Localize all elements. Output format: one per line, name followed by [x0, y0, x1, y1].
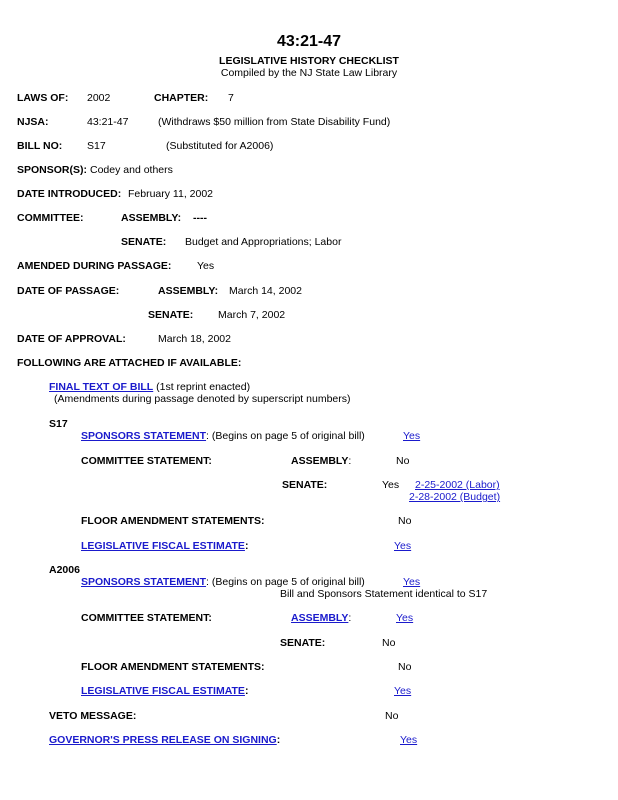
sponsors-label: SPONSOR(S): — [17, 164, 88, 176]
njsa-value: 43:21-47 — [87, 116, 129, 128]
passage-assembly-value: March 14, 2002 — [229, 285, 302, 297]
s17-senate-link-labor[interactable]: 2-25-2002 (Labor) — [415, 479, 500, 491]
a2006-fiscal-row — [81, 685, 248, 698]
final-text-link[interactable]: FINAL TEXT OF BILL — [49, 381, 154, 393]
s17-fiscal-row — [81, 540, 248, 553]
passage-assembly-label: ASSEMBLY: — [158, 285, 219, 297]
s17-assembly-row — [291, 455, 351, 468]
passage-senate-value: March 7, 2002 — [218, 309, 286, 321]
governor-colon: : — [276, 734, 281, 746]
s17-senate-value: Yes — [382, 479, 400, 491]
s17-assembly-colon: : — [348, 455, 352, 467]
page-title: 43:21-47 — [276, 33, 342, 50]
a2006-assembly-link[interactable]: ASSEMBLY — [291, 612, 349, 624]
committee-assembly-value: ---- — [193, 212, 207, 224]
a2006-fiscal-colon: : — [244, 685, 249, 697]
amended-label: AMENDED DURING PASSAGE: — [17, 260, 172, 272]
a2006-identical-note: Bill and Sponsors Statement identical to S17 — [280, 588, 488, 600]
s17-floor-value: No — [398, 515, 412, 527]
final-text-note2: (Amendments during passage denoted by superscript numbers) — [54, 393, 351, 405]
final-text-note: (1st reprint enacted) — [153, 381, 251, 393]
sponsors-value: Codey and others — [90, 164, 173, 176]
veto-label: VETO MESSAGE: — [49, 710, 137, 722]
a2006-senate-value: No — [382, 637, 396, 649]
s17-senate-label: SENATE: — [282, 479, 328, 491]
veto-value: No — [385, 710, 399, 722]
s17-floor-label: FLOOR AMENDMENT STATEMENTS: — [81, 515, 265, 527]
a2006-fiscal-link[interactable]: LEGISLATIVE FISCAL ESTIMATE — [81, 685, 245, 697]
date-introduced-value: February 11, 2002 — [128, 188, 214, 200]
s17-sponsors-link[interactable]: SPONSORS STATEMENT — [81, 430, 207, 442]
date-passage-label: DATE OF PASSAGE: — [17, 285, 120, 297]
a2006-senate-label: SENATE: — [280, 637, 326, 649]
attached-heading: FOLLOWING ARE ATTACHED IF AVAILABLE: — [17, 357, 242, 369]
date-approval-label: DATE OF APPROVAL: — [17, 333, 126, 345]
bill-no-note: (Substituted for A2006) — [166, 140, 274, 152]
a2006-assembly-row — [291, 612, 351, 625]
committee-assembly-label: ASSEMBLY: — [121, 212, 182, 224]
a2006-sponsors-link[interactable]: SPONSORS STATEMENT — [81, 576, 207, 588]
page-subtitle: LEGISLATIVE HISTORY CHECKLIST — [219, 55, 399, 67]
s17-label: S17 — [49, 418, 68, 430]
a2006-floor-value: No — [398, 661, 412, 673]
bill-no-value: S17 — [87, 140, 106, 152]
governor-row — [49, 734, 280, 747]
laws-of-label: LAWS OF: — [17, 92, 69, 104]
a2006-committee-label: COMMITTEE STATEMENT: — [81, 612, 212, 624]
s17-sponsors-row — [81, 430, 365, 443]
a2006-sponsors-value-link[interactable]: Yes — [403, 576, 421, 588]
s17-fiscal-link[interactable]: LEGISLATIVE FISCAL ESTIMATE — [81, 540, 245, 552]
s17-sponsors-value-link[interactable]: Yes — [403, 430, 421, 442]
committee-senate-value: Budget and Appropriations; Labor — [185, 236, 342, 248]
s17-assembly-label: ASSEMBLY — [291, 455, 349, 467]
chapter-value: 7 — [228, 92, 234, 104]
date-introduced-label: DATE INTRODUCED: — [17, 188, 122, 200]
governor-press-release-link[interactable]: GOVERNOR'S PRESS RELEASE ON SIGNING — [49, 734, 277, 746]
governor-value-link[interactable]: Yes — [400, 734, 418, 746]
s17-senate-link-budget[interactable]: 2-28-2002 (Budget) — [409, 491, 501, 503]
passage-senate-label: SENATE: — [148, 309, 194, 321]
njsa-note: (Withdraws $50 million from State Disability Fund) — [158, 116, 391, 128]
a2006-assembly-value-link[interactable]: Yes — [396, 612, 414, 624]
date-approval-value: March 18, 2002 — [158, 333, 231, 345]
bill-no-label: BILL NO: — [17, 140, 63, 152]
s17-fiscal-value-link[interactable]: Yes — [394, 540, 412, 552]
a2006-assembly-colon: : — [348, 612, 352, 624]
a2006-floor-label: FLOOR AMENDMENT STATEMENTS: — [81, 661, 265, 673]
compiled-by: Compiled by the NJ State Law Library — [220, 67, 398, 79]
a2006-fiscal-value-link[interactable]: Yes — [394, 685, 412, 697]
amended-value: Yes — [197, 260, 215, 272]
chapter-label: CHAPTER: — [154, 92, 209, 104]
njsa-label: NJSA: — [17, 116, 49, 128]
a2006-label: A2006 — [49, 564, 80, 576]
committee-senate-label: SENATE: — [121, 236, 167, 248]
s17-assembly-value: No — [396, 455, 410, 467]
s17-sponsors-note: : (Begins on page 5 of original bill) — [206, 430, 365, 442]
laws-of-value: 2002 — [87, 92, 111, 104]
s17-committee-label: COMMITTEE STATEMENT: — [81, 455, 212, 467]
committee-label: COMMITTEE: — [17, 212, 84, 224]
s17-fiscal-colon: : — [244, 540, 249, 552]
a2006-sponsors-note: : (Begins on page 5 of original bill) — [206, 576, 365, 588]
